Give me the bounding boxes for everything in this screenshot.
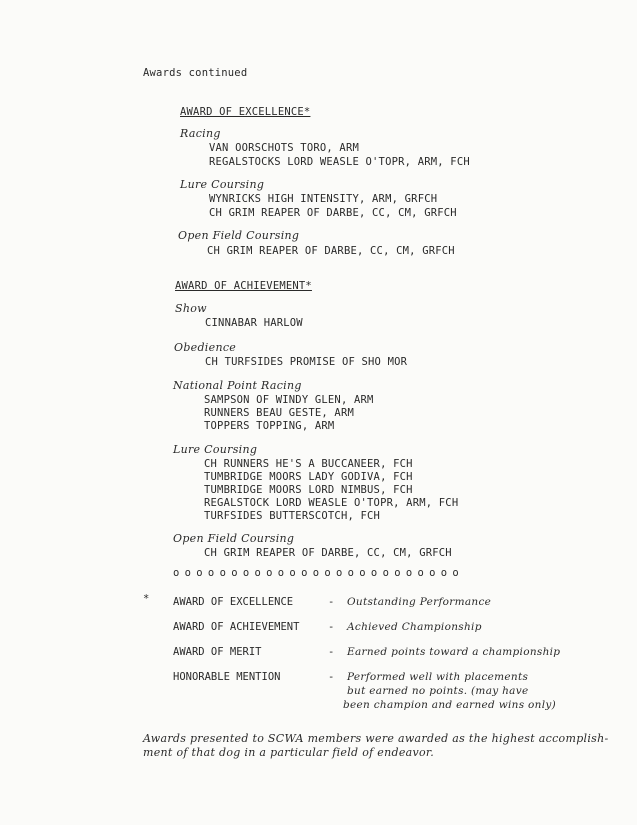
legend-dash: -	[328, 646, 335, 658]
achievement-heading: AWARD OF ACHIEVEMENT*	[175, 280, 312, 292]
legend-dash: -	[328, 621, 335, 633]
footer-note-line: Awards presented to SCWA members were awarded as the highest accomplish-	[143, 732, 609, 745]
excellence-category-lure-coursing: Lure Coursing	[180, 178, 265, 191]
section-divider: o o o o o o o o o o o o o o o o o o o o o o o o o	[173, 567, 459, 579]
achievement-category-lure-coursing: Lure Coursing	[173, 443, 258, 456]
achievement-entry: CH TURFSIDES PROMISE OF SHO MOR	[205, 356, 408, 368]
achievement-entry: TUMBRIDGE MOORS LADY GODIVA, FCH	[204, 471, 413, 483]
legend-meaning: Earned points toward a championship	[347, 646, 561, 658]
achievement-entry: TOPPERS TOPPING, ARM	[204, 420, 335, 432]
page-header: Awards continued	[143, 67, 248, 79]
excellence-entry: VAN OORSCHOTS TORO, ARM	[209, 142, 359, 154]
legend-meaning: Achieved Championship	[347, 621, 482, 633]
achievement-entry: CH RUNNERS HE'S A BUCCANEER, FCH	[204, 458, 413, 470]
legend-term: AWARD OF ACHIEVEMENT	[173, 621, 300, 633]
legend-term: AWARD OF EXCELLENCE	[173, 596, 294, 608]
achievement-entry: RUNNERS BEAU GESTE, ARM	[204, 407, 354, 419]
legend-meaning-line: been champion and earned wins only)	[343, 699, 557, 711]
legend-meaning-line: but earned no points. (may have	[347, 685, 529, 697]
achievement-entry: CINNABAR HARLOW	[205, 317, 303, 329]
footer-note-line: ment of that dog in a particular field of endeavor.	[143, 746, 435, 759]
legend-term: AWARD OF MERIT	[173, 646, 262, 658]
legend-dash: -	[328, 671, 335, 683]
achievement-category-open-field: Open Field Coursing	[173, 532, 295, 545]
legend-meaning-line: Performed well with placements	[347, 671, 529, 683]
excellence-heading: AWARD OF EXCELLENCE*	[180, 106, 311, 118]
excellence-entry: WYNRICKS HIGH INTENSITY, ARM, GRFCH	[209, 193, 438, 205]
achievement-category-obedience: Obedience	[174, 341, 237, 354]
excellence-entry: CH GRIM REAPER OF DARBE, CC, CM, GRFCH	[209, 207, 457, 219]
achievement-entry: TURFSIDES BUTTERSCOTCH, FCH	[204, 510, 381, 522]
achievement-entry: CH GRIM REAPER OF DARBE, CC, CM, GRFCH	[204, 547, 452, 559]
achievement-category-show: Show	[175, 302, 207, 315]
achievement-category-national-point-racing: National Point Racing	[173, 379, 302, 392]
legend-term: HONORABLE MENTION	[173, 671, 281, 683]
achievement-entry: REGALSTOCK LORD WEASLE O'TOPR, ARM, FCH	[204, 497, 459, 509]
achievement-entry: TUMBRIDGE MOORS LORD NIMBUS, FCH	[204, 484, 413, 496]
legend-meaning: Outstanding Performance	[347, 596, 492, 608]
achievement-entry: SAMPSON OF WINDY GLEN, ARM	[204, 394, 374, 406]
excellence-category-open-field: Open Field Coursing	[178, 229, 300, 242]
excellence-category-racing: Racing	[180, 127, 221, 140]
legend-marker: *	[143, 593, 150, 605]
excellence-entry: CH GRIM REAPER OF DARBE, CC, CM, GRFCH	[207, 245, 455, 257]
excellence-entry: REGALSTOCKS LORD WEASLE O'TOPR, ARM, FCH	[209, 156, 470, 168]
legend-dash: -	[328, 596, 335, 608]
